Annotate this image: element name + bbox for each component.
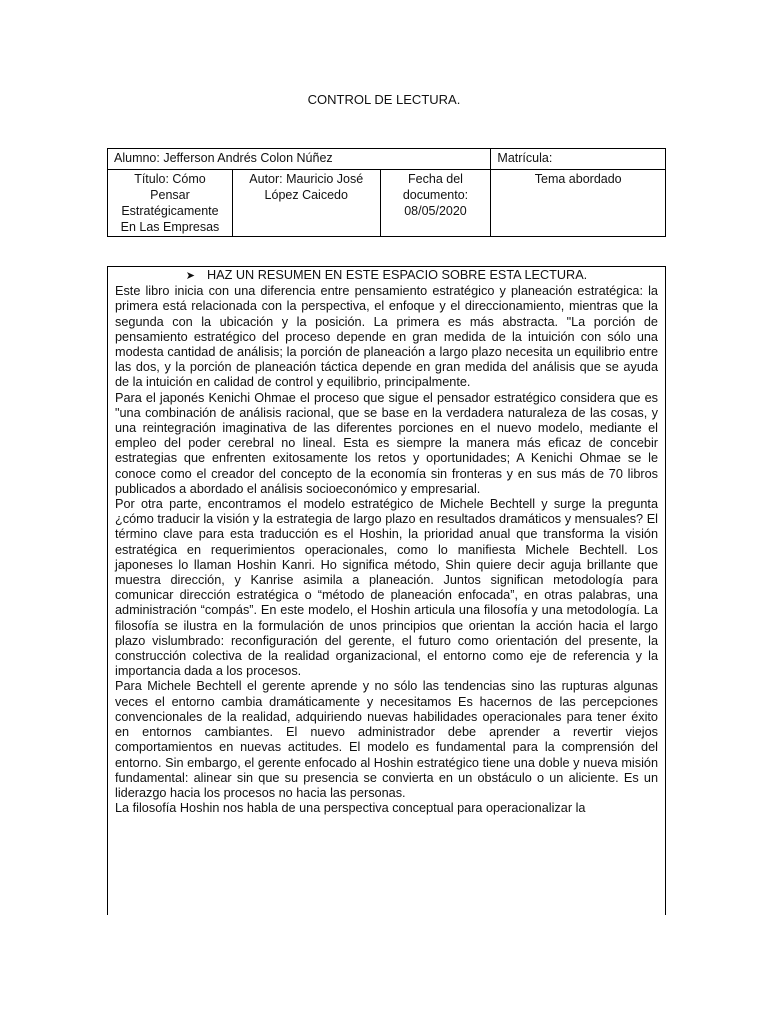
summary-paragraph: Para el japonés Kenichi Ohmae el proceso que sigue el pensador estratégico considera que es "una combinación de análisis racional, que se base en la verdadera naturaleza de las cosas, y una reintegración imaginativa de las diferentes porciones en el nuevo modelo, mediante el empleo del poder cerebral no lineal. Esta es siempre la manera más eficaz de concebir estrategias que enfrenten exitosamente los retos y oportunidades; A Kenichi Ohmae se le conoce como el creador del concepto de la economía sin fronteras y en sus más de 70 libros publicados a abordado el análisis socioeconómico y empresarial. bbox=[115, 390, 658, 496]
info-row-details bbox=[108, 170, 666, 237]
author-cell: Autor: Mauricio José López Caicedo bbox=[232, 170, 380, 237]
student-cell: Alumno: Jefferson Andrés Colon Núñez bbox=[108, 149, 491, 170]
arrowhead-bullet-icon: ➤ bbox=[185, 270, 195, 282]
info-row-student bbox=[108, 149, 666, 170]
summary-heading bbox=[115, 268, 658, 284]
summary-box bbox=[107, 266, 666, 915]
topic-cell: Tema abordado bbox=[491, 170, 666, 237]
document-title: CONTROL DE LECTURA. bbox=[307, 92, 461, 107]
summary-paragraph: Este libro inicia con una diferencia entre pensamiento estratégico y planeación estratégica: la primera está relacionada con la perspectiva, el enfoque y el direccionamiento, mientras que la segunda con la ubicación y la posición. La primera es más abstracta. "La porción de pensamiento estratégico del proceso depende en gran medida de la intuición con sólo una modesta cantidad de análisis; la porción de planeación a largo plazo necesita un equilibrio entre las dos, y la porción de planeación táctica depende en gran medida del análisis que se ayuda de la intuición en calidad de control y equilibrio, principalmente. bbox=[115, 284, 658, 390]
title-cell: Título: Cómo Pensar Estratégicamente En Las Empresas bbox=[108, 170, 233, 237]
matricula-cell: Matrícula: bbox=[491, 149, 666, 170]
summary-paragraph: Para Michele Bechtell el gerente aprende y no sólo las tendencias sino las rupturas algunas veces el entorno cambia dramáticamente y necesitamos Es hacernos de las percepciones convencionales de la realidad, adquiriendo nuevas habilidades operacionales para tener éxito en entornos cambiantes. El nuevo administrador debe aprender a revertir viejos comportamientos en nuevas actitudes. El modelo es fundamental para la comprensión del entorno. Sin embargo, el gerente enfocado al Hoshin estratégico tiene una doble y nueva misión fundamental: alinear sin que su presencia se convierta en un obstáculo o un aliciente. Es un liderazgo hacia los procesos no hacia las personas. bbox=[115, 679, 658, 800]
summary-heading-text: HAZ UN RESUMEN EN ESTE ESPACIO SOBRE ESTA LECTURA. bbox=[206, 268, 588, 282]
date-cell: Fecha del documento: 08/05/2020 bbox=[380, 170, 491, 237]
info-table bbox=[107, 148, 666, 237]
summary-paragraph: La filosofía Hoshin nos habla de una perspectiva conceptual para operacionalizar la bbox=[115, 801, 586, 816]
summary-paragraph: Por otra parte, encontramos el modelo estratégico de Michele Bechtell y surge la pregunta ¿cómo traducir la visión y la estrategia de largo plazo en resultados dramáticos y mensuales? El término clave para esta traducción es el Hoshin, la prioridad anual que transforma la visión estratégica en requerimientos operacionales, como lo manifiesta Michele Bechtell. Los japoneses lo llaman Hoshin Kanri. Ho significa método, Shin quiere decir aguja brillante que muestra dirección, y Kanrise asimila a planeación. Juntos significan metodología para comunicar dirección estratégica o “método de planeación enfocada”, en otras palabras, una administración “compás”. En este modelo, el Hoshin articula una filosofía y una metodología. La filosofía se ilustra en la formulación de unos principios que orientan la acción hacia el largo plazo vislumbrado: reconfiguración del gerente, el futuro como orientación del presente, la construcción colectiva de la realidad organizacional, el entorno como eje de referencia y la importancia dada a los procesos. bbox=[115, 497, 658, 679]
